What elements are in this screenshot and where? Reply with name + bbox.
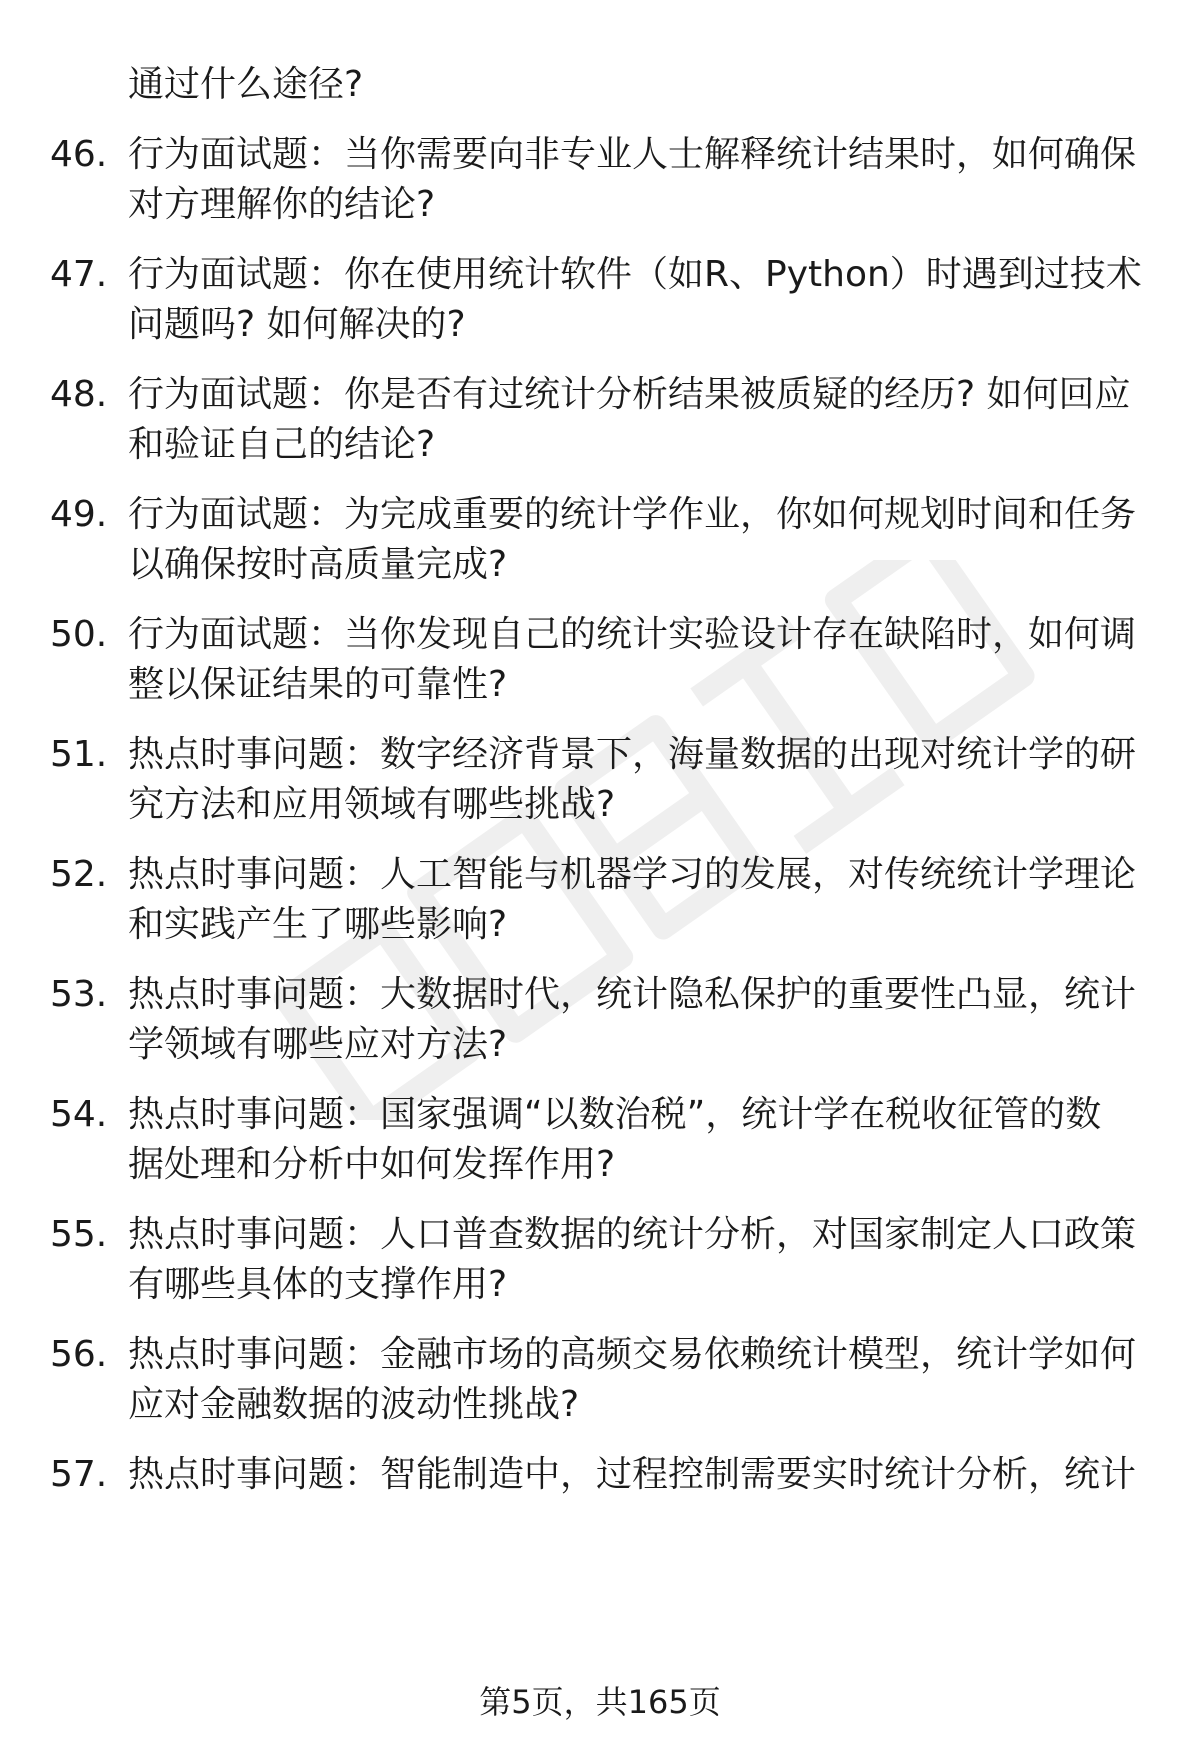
question-number: 51.	[50, 734, 108, 775]
question-text-line: 以确保按时高质量完成?	[128, 544, 508, 585]
question-text	[128, 490, 1138, 590]
question-number: 52.	[50, 854, 108, 895]
question-text-line: 热点时事问题：智能制造中，过程控制需要实时统计分析，统计	[128, 1454, 1137, 1495]
question-text-line: 究方法和应用领域有哪些挑战?	[128, 784, 616, 825]
question-text-line: 热点时事问题：国家强调“以数治税”，统计学在税收征管的数	[128, 1094, 1102, 1135]
question-number: 50.	[50, 614, 108, 655]
question-number: 48.	[50, 374, 108, 415]
question-text-line: 应对金融数据的波动性挑战?	[128, 1384, 580, 1425]
question-number: 57.	[50, 1454, 108, 1495]
question-number: 47.	[50, 254, 108, 295]
question-number: 54.	[50, 1094, 108, 1135]
question-text	[128, 610, 1138, 710]
question-text-line: 行为面试题：当你需要向非专业人士解释统计结果时，如何确保	[128, 134, 1137, 175]
question-text-line: 问题吗? 如何解决的?	[128, 304, 466, 345]
question-text-line: 热点时事问题：大数据时代，统计隐私保护的重要性凸显，统计	[128, 974, 1137, 1015]
question-text-line: 有哪些具体的支撑作用?	[128, 1264, 508, 1305]
question-text	[128, 1090, 1138, 1190]
question-text-line: 和实践产生了哪些影响?	[128, 904, 508, 945]
question-number: 53.	[50, 974, 108, 1015]
question-text	[128, 250, 1142, 350]
question-text	[128, 130, 1138, 230]
question-text-line: 整以保证结果的可靠性?	[128, 664, 508, 705]
question-number: 46.	[50, 134, 108, 175]
question-text	[128, 1210, 1138, 1310]
question-text	[128, 1450, 1138, 1500]
question-text-line: 热点时事问题：人口普查数据的统计分析，对国家制定人口政策	[128, 1214, 1137, 1255]
question-text-line: 对方理解你的结论?	[128, 184, 436, 225]
question-text-line: 热点时事问题：人工智能与机器学习的发展，对传统统计学理论	[128, 854, 1137, 895]
question-text-line: 学领域有哪些应对方法?	[128, 1024, 508, 1065]
question-number: 55.	[50, 1214, 108, 1255]
question-text-line: 据处理和分析中如何发挥作用?	[128, 1144, 616, 1185]
question-text	[128, 730, 1138, 830]
question-text	[128, 850, 1138, 950]
question-text-line: 行为面试题：当你发现自己的统计实验设计存在缺陷时，如何调	[128, 614, 1137, 655]
question-text-line: 和验证自己的结论?	[128, 424, 436, 465]
question-text	[128, 970, 1138, 1070]
question-text-line: 行为面试题：为完成重要的统计学作业，你如何规划时间和任务	[128, 494, 1137, 535]
question-text-line: 热点时事问题：数字经济背景下，海量数据的出现对统计学的研	[128, 734, 1137, 775]
page-footer: 第5页，共165页	[479, 1683, 721, 1721]
question-text-line: 行为面试题：你在使用统计软件（如R、Python）时遇到过技术	[128, 254, 1142, 295]
question-text	[128, 370, 1138, 470]
continued-question-text: 通过什么途径?	[128, 64, 364, 105]
question-number: 49.	[50, 494, 108, 535]
question-text-line: 热点时事问题：金融市场的高频交易依赖统计模型，统计学如何	[128, 1334, 1137, 1375]
question-number: 56.	[50, 1334, 108, 1375]
question-text	[128, 1330, 1138, 1430]
question-text-line: 行为面试题：你是否有过统计分析结果被质疑的经历? 如何回应	[128, 374, 1131, 415]
